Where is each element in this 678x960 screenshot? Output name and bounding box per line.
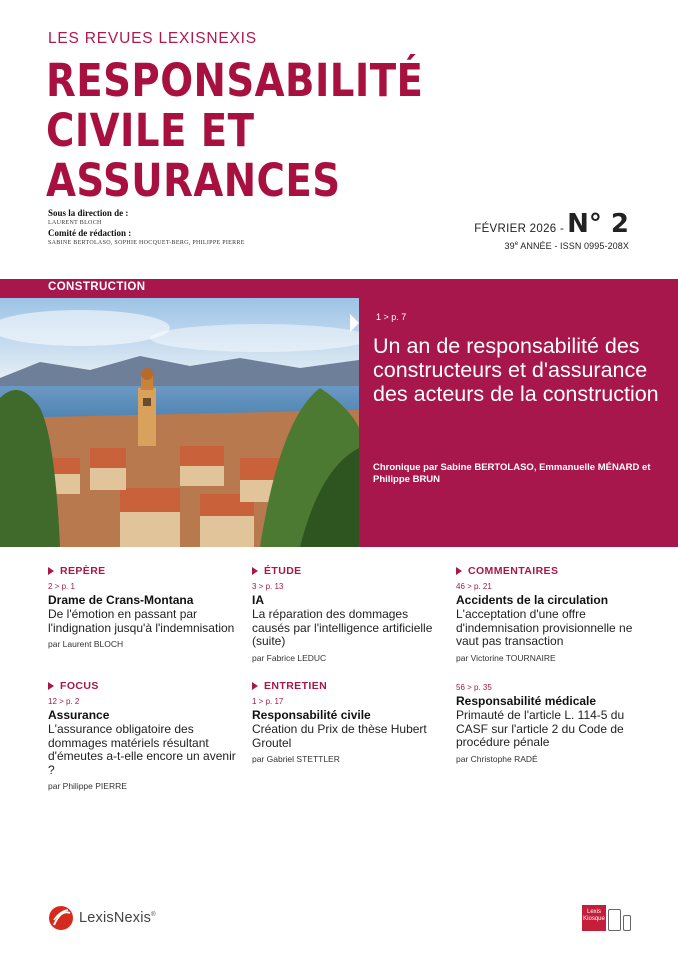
title-line-1: RESPONSABILITÉ: [46, 54, 424, 107]
article-ref: 12 > p. 2: [48, 697, 80, 706]
section-etude: [252, 564, 442, 663]
section-label: COMMENTAIRES: [468, 564, 559, 577]
device-icons: [582, 905, 631, 931]
article-ref: 56 > p. 35: [456, 683, 492, 692]
article-title[interactable]: IA: [252, 593, 264, 607]
logo-registered-mark: ®: [151, 912, 156, 919]
direction-name: LAURENT BLOCH: [48, 220, 102, 226]
lead-author: Chronique par Sabine BERTOLASO, Emmanuelle MÉNARD et Philippe BRUN: [373, 462, 651, 485]
section-label: REPÈRE: [60, 564, 106, 577]
village-landscape-image: [0, 298, 359, 547]
article-ref: 3 > p. 13: [252, 582, 284, 591]
editorial-credits: [48, 208, 245, 248]
category-tab: [0, 279, 362, 298]
section-commentaires: [456, 564, 646, 663]
lead-article-title[interactable]: Un an de responsabilité des constructeurs et d'assurance des acteurs de la construction: [373, 334, 659, 406]
book-icon: [582, 905, 606, 931]
article-title[interactable]: Assurance: [48, 708, 110, 722]
issue-number: N° 2: [567, 209, 629, 239]
title-line-3: ASSURANCES: [46, 154, 341, 207]
article-title[interactable]: Responsabilité médicale: [456, 694, 597, 708]
title-line-2: CIVILE ET: [46, 104, 255, 157]
category-label: CONSTRUCTION: [48, 281, 146, 293]
journal-title: [46, 56, 562, 206]
article-ref: 1 > p. 17: [252, 697, 284, 706]
phone-icon: [623, 915, 631, 931]
issue-issn: ANNÉE - ISSN 0995-208X: [518, 241, 629, 251]
article-description: De l'émotion en passant par l'indignation jusqu'à l'indemnisation: [48, 607, 235, 635]
book-label: Lexis: [586, 909, 601, 915]
issue-year: 39: [504, 241, 515, 251]
article-description: L'acceptation d'une offre d'indemnisation provisionnelle ne vaut pas transaction: [456, 607, 633, 648]
article-ref: 2 > p. 1: [48, 582, 75, 591]
section-focus: [48, 679, 238, 791]
committee-names: SABINE BERTOLASO, SOPHIE HOCQUET-BERG, PHILIPPE PIERRE: [48, 240, 245, 246]
lexisnexis-logo[interactable]: [48, 905, 156, 931]
issue-date: FÉVRIER 2026 -: [474, 223, 565, 235]
issue-meta: [474, 241, 629, 251]
article-title[interactable]: Drame de Crans-Montana: [48, 593, 194, 607]
tablet-icon: [608, 909, 621, 931]
committee-label: Comité de rédaction :: [48, 228, 132, 238]
article-author: par Gabriel STETTLER: [252, 754, 340, 764]
issue-year-suffix: e: [514, 241, 519, 247]
triangle-icon: [48, 567, 54, 575]
issue-info: [474, 209, 629, 251]
section-entretien: [252, 679, 442, 764]
book-sub: Kiosque: [583, 916, 605, 922]
section-label: ENTRETIEN: [264, 679, 328, 692]
logo-text: LexisNexis: [79, 910, 152, 926]
triangle-icon: [48, 682, 54, 690]
lexisnexis-mark-icon: [48, 905, 74, 931]
direction-label: Sous la direction de :: [48, 208, 129, 218]
article-author: par Christophe RADÉ: [456, 753, 538, 764]
lead-ref: 1 > p. 7: [376, 312, 407, 322]
triangle-icon: [252, 682, 258, 690]
article-author: par Philippe PIERRE: [48, 781, 127, 791]
article-author: par Victorine TOURNAIRE: [456, 652, 556, 663]
series-name: LES REVUES LEXISNEXIS: [48, 30, 257, 47]
article-author: par Fabrice LEDUC: [252, 652, 327, 663]
triangle-icon: [456, 567, 462, 575]
article-description: Création du Prix de thèse Hubert Groutel: [252, 722, 427, 750]
article-description: La réparation des dommages causés par l'intelligence artificielle (suite): [252, 607, 433, 648]
section-label: FOCUS: [60, 679, 99, 692]
article-description: Primauté de l'article L. 114-5 du CASF sur l'article 2 du Code de procédure pénale: [456, 708, 625, 749]
section-label: ÉTUDE: [264, 564, 302, 577]
cover-photo: [0, 298, 359, 547]
article-ref: 46 > p. 21: [456, 582, 492, 591]
article-author: par Laurent BLOCH: [48, 639, 124, 649]
article-description: L'assurance obligatoire des dommages matériels résultant d'émeutes a-t-elle encore un avenir ?: [48, 722, 236, 777]
article-title[interactable]: Responsabilité civile: [252, 708, 371, 722]
article-title[interactable]: Accidents de la circulation: [456, 593, 609, 607]
section-commentaires-2: [456, 678, 646, 764]
lead-pointer-icon: [350, 314, 359, 332]
section-repere: [48, 564, 238, 649]
triangle-icon: [252, 567, 258, 575]
